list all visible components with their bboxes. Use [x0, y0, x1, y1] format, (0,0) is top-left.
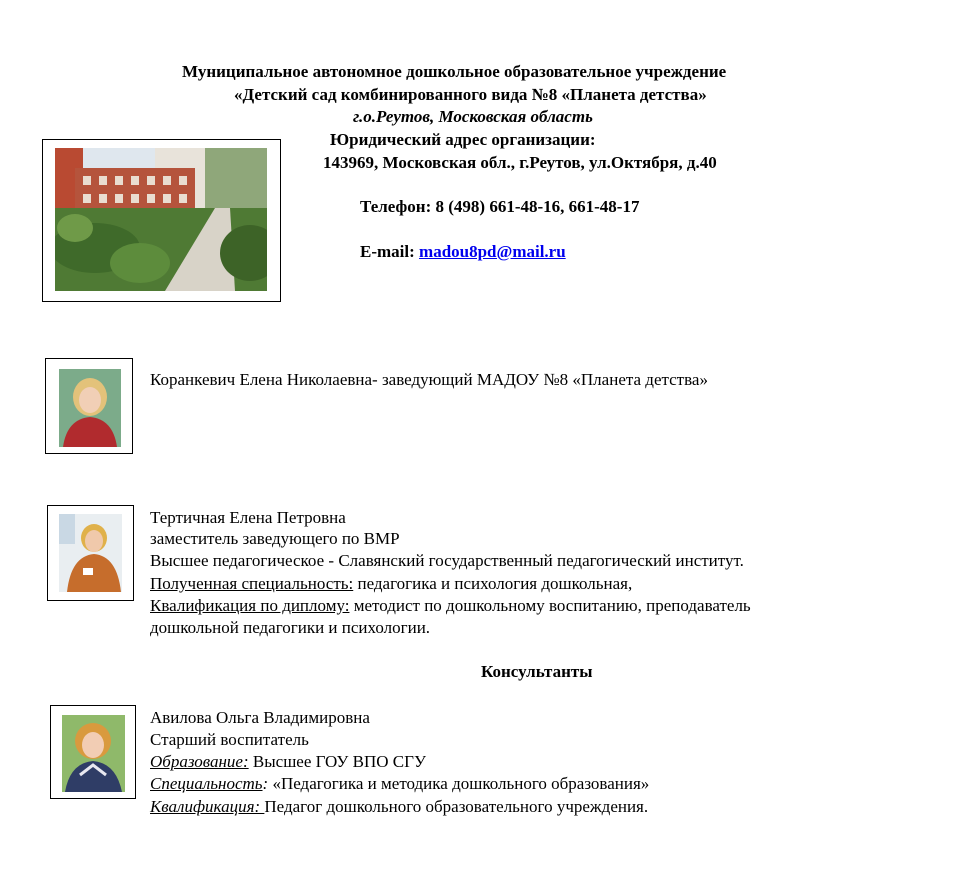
legal-address: 143969, Московская обл., г.Реутов, ул.Октября, д.40 — [323, 153, 717, 172]
staff-portrait-photo — [59, 514, 122, 592]
email-link[interactable]: madou8pd@mail.ru — [419, 242, 566, 261]
specialty-value: педагогика и психология дошкольная, — [353, 574, 633, 593]
education-value: Высшее ГОУ ВПО СГУ — [248, 752, 426, 771]
specialty-colon: : — [262, 774, 269, 793]
consultant-name: Авилова Ольга Владимировна — [150, 708, 370, 727]
education-label: Образование: — [150, 752, 249, 771]
specialty-value: «Педагогика и методика дошкольного образования» — [268, 774, 650, 793]
org-title-line1: Муниципальное автономное дошкольное образовательное учреждение — [182, 62, 727, 81]
staff-education: Высшее педагогическое - Славянский государственный педагогический институт. — [150, 551, 744, 570]
email-label: E-mail: — [360, 242, 415, 261]
staff-photo-frame — [45, 358, 133, 454]
kindergarten-photo-frame — [42, 139, 281, 302]
consultant-photo-frame — [50, 705, 136, 799]
consultants-heading: Консультанты — [481, 662, 593, 681]
consultant-qualification — [150, 796, 648, 817]
staff-qualification-cont: дошкольной педагогики и психологии. — [150, 618, 431, 637]
staff-name: Тертичная Елена Петровна — [150, 508, 346, 527]
consultant-specialty — [150, 773, 649, 794]
staff-photo-frame — [47, 505, 134, 601]
qualification-label: Квалификация по диплому: — [150, 596, 350, 615]
kindergarten-building-photo — [55, 148, 267, 291]
org-city: г.о.Реутов, Московская область — [353, 107, 593, 126]
staff-position: заместитель заведующего по ВМР — [150, 529, 400, 548]
qualification-label: Квалификация: — [150, 797, 265, 816]
legal-address-label: Юридический адрес организации: — [330, 130, 596, 149]
qualification-value: Педагог дошкольного образовательного учреждения. — [264, 797, 649, 816]
staff-qualification — [150, 595, 751, 616]
org-title-line2: «Детский сад комбинированного вида №8 «Планета детства» — [234, 85, 707, 104]
specialty-label: Полученная специальность: — [150, 574, 354, 593]
phone: Телефон: 8 (498) 661-48-16, 661-48-17 — [360, 197, 640, 216]
qualification-value: методист по дошкольному воспитанию, преподаватель — [349, 596, 751, 615]
email-row — [360, 242, 566, 262]
staff-name-line: Коранкевич Елена Николаевна- заведующий МАДОУ №8 «Планета детства» — [150, 370, 708, 389]
staff-portrait-photo — [59, 369, 121, 447]
staff-specialty — [150, 573, 632, 594]
consultant-education — [150, 751, 426, 772]
consultant-portrait-photo — [62, 715, 125, 792]
specialty-label: Специальность — [150, 774, 263, 793]
consultant-position: Старший воспитатель — [150, 730, 309, 749]
